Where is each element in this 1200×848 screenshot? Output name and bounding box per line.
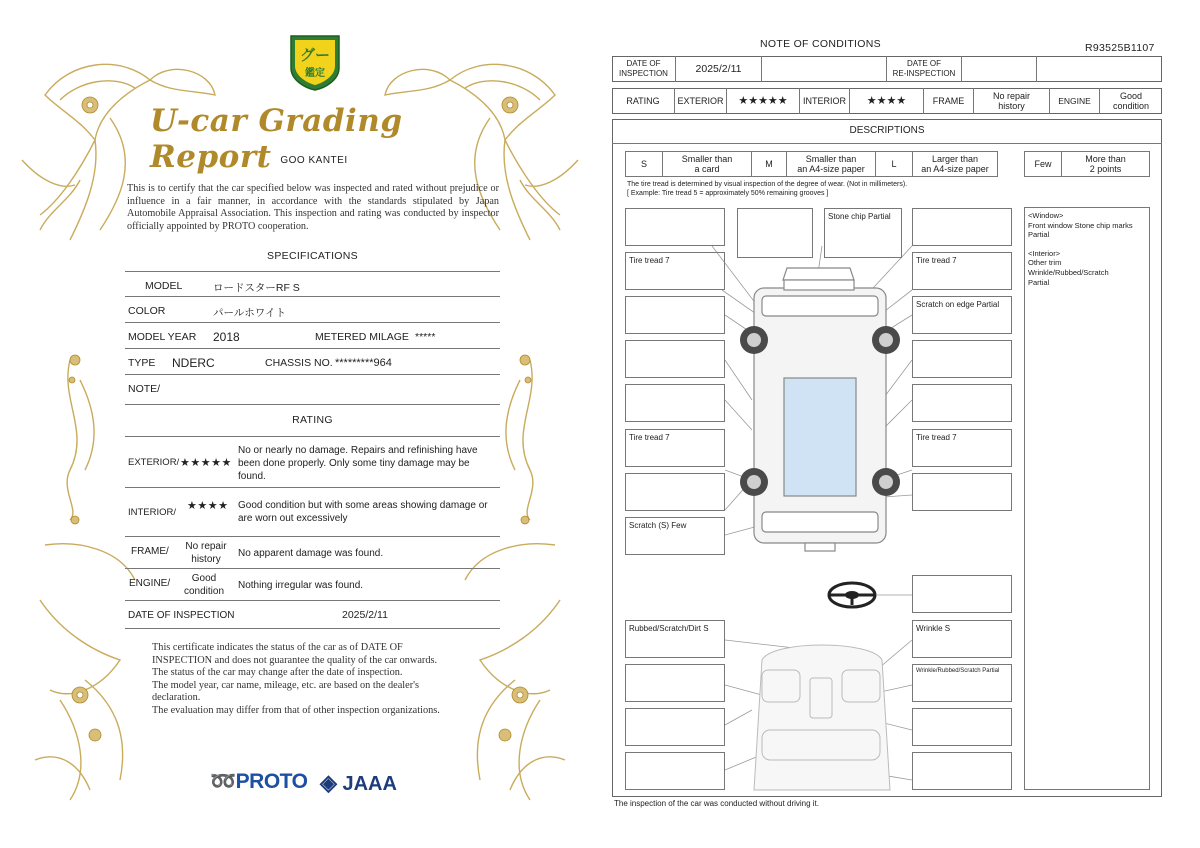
note-box-tire-fr bbox=[912, 252, 1012, 290]
model-value: ロードスターRF S bbox=[213, 282, 300, 294]
note-box bbox=[625, 208, 725, 246]
car-interior-view bbox=[754, 645, 890, 790]
footnote-line: The evaluation may differ from that of other inspection organizations. bbox=[152, 704, 440, 716]
note-box bbox=[625, 473, 725, 511]
note-box-stone-chip bbox=[824, 208, 902, 258]
model-year-label: MODEL YEAR bbox=[128, 331, 197, 343]
remarks-interior-line3: Partial bbox=[1028, 277, 1050, 287]
legend-l-desc-line1: Larger than bbox=[931, 154, 979, 164]
legend-l-desc-line2: an A4-size paper bbox=[921, 164, 989, 174]
organization-name: GOO KANTEI bbox=[280, 155, 348, 166]
date-label-line2: INSPECTION bbox=[619, 69, 668, 78]
note-box-label: Wrinkle/Rubbed/Scratch Partial bbox=[916, 668, 1000, 674]
legend-s-desc-line2: a card bbox=[694, 164, 720, 174]
interior-label: INTERIOR/ bbox=[128, 507, 177, 518]
interior-stars: ★★★★ bbox=[850, 88, 924, 114]
spec-row-type bbox=[125, 349, 500, 375]
engine-value bbox=[1100, 88, 1162, 114]
legend-few-desc-line2: 2 points bbox=[1089, 164, 1122, 174]
svg-text:グー: グー bbox=[299, 46, 331, 64]
legend-m-desc bbox=[786, 151, 876, 177]
rating-row-interior bbox=[125, 488, 500, 537]
interior-stars: ★★★★ bbox=[187, 500, 229, 512]
note-box bbox=[625, 752, 725, 790]
re-inspection-label bbox=[886, 56, 962, 82]
note-box bbox=[625, 708, 725, 746]
engine-value-line1: Good bbox=[1119, 91, 1143, 101]
spec-row-note bbox=[125, 375, 500, 405]
note-label: NOTE/ bbox=[128, 383, 161, 395]
remarks-interior-line2: Wrinkle/Rubbed/Scratch bbox=[1028, 267, 1109, 277]
note-box-label: Rubbed/Scratch/Dirt S bbox=[629, 624, 709, 633]
remarks-box bbox=[1024, 207, 1150, 790]
engine-value-line2: condition bbox=[1112, 101, 1150, 111]
remarks-window-label: <Window> bbox=[1028, 211, 1064, 220]
proto-logo-text: PROTO bbox=[235, 770, 308, 793]
remarks-interior-line1: Other trim bbox=[1028, 258, 1062, 268]
legend-few-desc bbox=[1061, 151, 1150, 177]
frame-label: FRAME bbox=[924, 88, 974, 114]
mileage-label: METERED MILAGE bbox=[315, 331, 409, 343]
remarks-content bbox=[1028, 211, 1148, 287]
type-label: TYPE bbox=[128, 357, 156, 369]
mileage-value: ***** bbox=[415, 331, 436, 343]
chassis-label: CHASSIS NO. bbox=[265, 357, 333, 369]
footnote-line: This certificate indicates the status of the car as of DATE OF bbox=[152, 642, 403, 653]
type-value: NDERC bbox=[172, 356, 215, 370]
color-value: パールホワイト bbox=[213, 307, 286, 319]
footnote-line: The status of the car may change after the date of inspection. bbox=[152, 667, 403, 679]
inspection-date-label: DATE OF INSPECTION bbox=[128, 610, 235, 621]
note-box-tire-rl bbox=[625, 429, 725, 467]
engine-value-line2: condition bbox=[183, 585, 225, 597]
note-box-wrinkle bbox=[912, 620, 1012, 658]
frame-value bbox=[177, 541, 235, 566]
remarks-spacer bbox=[1028, 240, 1148, 249]
note-box-label: Tire tread 7 bbox=[629, 256, 670, 265]
note-box-label: Wrinkle S bbox=[916, 624, 951, 633]
certificate-footnote bbox=[152, 642, 492, 718]
frame-value-line1: No repair bbox=[185, 541, 227, 552]
color-label: COLOR bbox=[128, 305, 166, 317]
engine-value-line1: Good bbox=[191, 573, 217, 584]
rating-heading: RATING bbox=[292, 414, 333, 426]
reinsp-label-line1: DATE OF bbox=[906, 59, 942, 68]
legend-m-desc-line1: Smaller than bbox=[805, 154, 857, 164]
note-box-label: Scratch on edge Partial bbox=[916, 300, 1000, 309]
note-box bbox=[625, 296, 725, 334]
note-box-wrinkle-rubbed bbox=[912, 664, 1012, 702]
note-box bbox=[625, 340, 725, 378]
frame-label: FRAME/ bbox=[131, 546, 169, 557]
note-box-label: Tire tread 7 bbox=[916, 433, 957, 442]
jaaa-logo-text: JAAA bbox=[342, 773, 397, 795]
note-box-tire-fl bbox=[625, 252, 725, 290]
legend-m: M bbox=[751, 151, 787, 177]
descriptions-heading: DESCRIPTIONS bbox=[612, 119, 1162, 144]
certification-statement: This is to certify that the car specified below was inspected and rated without prejudice or influence in a fair manner, in accordance with the standards stipulated by Japan Automobile Appraisal Association. This inspection and rating was conducted by inspector officially appointed by PROTO cooperation. bbox=[127, 183, 499, 232]
inspection-date-value: 2025/2/11 bbox=[342, 609, 388, 621]
steering-wheel-icon bbox=[829, 583, 875, 607]
frame-value-line2: history bbox=[191, 553, 221, 565]
date-label-line1: DATE OF bbox=[626, 59, 661, 68]
spec-row-model bbox=[125, 271, 500, 297]
note-box bbox=[912, 384, 1012, 422]
legend-m-desc-line2: an A4-size paper bbox=[797, 164, 865, 174]
note-box-scratch-few bbox=[625, 517, 725, 555]
tire-note-line2: [ Example: Tire tread 5 = approximately 50% remaining grooves ] bbox=[627, 190, 829, 197]
reference-number: R93525B1107 bbox=[1085, 42, 1155, 54]
inspection-footer: The inspection of the car was conducted without driving it. bbox=[614, 799, 819, 808]
exterior-label: EXTERIOR/ bbox=[128, 457, 180, 468]
note-box bbox=[737, 208, 813, 258]
chassis-value: *********964 bbox=[335, 357, 392, 369]
date-of-inspection-value: 2025/2/11 bbox=[676, 56, 762, 82]
note-box bbox=[625, 664, 725, 702]
proto-mark-icon: ➿ bbox=[210, 770, 236, 793]
legend-l: L bbox=[875, 151, 913, 177]
legend-l-desc bbox=[912, 151, 998, 177]
note-box-label: Stone chip Partial bbox=[828, 212, 891, 221]
svg-text:鑑定: 鑑定 bbox=[305, 68, 325, 79]
note-box-scratch-edge bbox=[912, 296, 1012, 334]
divider bbox=[1036, 56, 1037, 82]
frame-description: No apparent damage was found. bbox=[238, 548, 384, 559]
goo-kantei-badge-logo bbox=[287, 30, 343, 92]
interior-description: Good condition but with some areas showing damage or are worn out excessively bbox=[238, 500, 488, 524]
exterior-description: No or nearly no damage. Repairs and refinishing have been done properly. Only some tiny damage may be found. bbox=[238, 445, 478, 482]
remarks-window-text: Front window Stone chip marks Partial bbox=[1028, 220, 1133, 240]
note-title: NOTE OF CONDITIONS bbox=[760, 38, 881, 50]
date-of-inspection-label bbox=[612, 56, 676, 82]
note-box-tire-rr bbox=[912, 429, 1012, 467]
note-box bbox=[912, 340, 1012, 378]
note-box-label: Scratch (S) Few bbox=[629, 521, 687, 530]
legend-few-desc-line1: More than bbox=[1085, 154, 1126, 164]
frame-value-line2: history bbox=[998, 101, 1025, 111]
spec-row-year bbox=[125, 323, 500, 349]
engine-label: ENGINE/ bbox=[129, 578, 171, 589]
engine-value bbox=[175, 573, 233, 598]
proto-logo bbox=[210, 770, 307, 794]
rating-row-engine bbox=[125, 569, 500, 601]
note-box bbox=[912, 575, 1012, 613]
legend-few: Few bbox=[1024, 151, 1062, 177]
rating-row-frame bbox=[125, 537, 500, 569]
note-box bbox=[912, 752, 1012, 790]
note-box bbox=[912, 473, 1012, 511]
remarks-interior-label: <Interior> bbox=[1028, 248, 1061, 258]
report-title: U-car Grading Report bbox=[150, 103, 403, 175]
legend-s-desc-line1: Smaller than bbox=[681, 154, 733, 164]
note-box-label: Tire tread 7 bbox=[629, 433, 670, 442]
exterior-stars: ★★★★★ bbox=[727, 88, 800, 114]
note-box bbox=[625, 384, 725, 422]
exterior-label: EXTERIOR bbox=[675, 88, 727, 114]
jaaa-mark-icon: ◈ bbox=[320, 770, 337, 795]
engine-description: Nothing irregular was found. bbox=[238, 580, 364, 591]
note-box bbox=[912, 708, 1012, 746]
interior-label: INTERIOR bbox=[800, 88, 850, 114]
note-box-rubbed bbox=[625, 620, 725, 658]
exterior-stars: ★★★★★ bbox=[180, 457, 232, 469]
footnote-line: INSPECTION and does not guarantee the quality of the car onwards. bbox=[152, 654, 438, 666]
engine-label: ENGINE bbox=[1050, 88, 1100, 114]
note-box bbox=[912, 208, 1012, 246]
rating-label: RATING bbox=[612, 88, 675, 114]
model-label: MODEL bbox=[145, 280, 183, 292]
note-box-label: Tire tread 7 bbox=[916, 256, 957, 265]
frame-value-line1: No repair bbox=[992, 91, 1030, 101]
footnote-line: The model year, car name, mileage, etc. are based on the dealer's bbox=[152, 679, 420, 691]
legend-s-desc bbox=[662, 151, 752, 177]
legend-s: S bbox=[625, 151, 663, 177]
tire-note-line1: The tire tread is determined by visual inspection of the degree of wear. (Not in millimeters). bbox=[627, 181, 908, 188]
specifications-heading: SPECIFICATIONS bbox=[267, 250, 358, 262]
model-year-value: 2018 bbox=[213, 330, 240, 344]
rating-row-date bbox=[125, 601, 500, 629]
jaaa-logo bbox=[320, 770, 397, 796]
frame-value bbox=[974, 88, 1050, 114]
car-top-view bbox=[754, 268, 886, 551]
reinsp-label-line2: RE-INSPECTION bbox=[892, 69, 956, 78]
rating-row-exterior bbox=[125, 436, 500, 488]
footnote-line: declaration. bbox=[152, 692, 201, 704]
spec-row-color bbox=[125, 297, 500, 323]
